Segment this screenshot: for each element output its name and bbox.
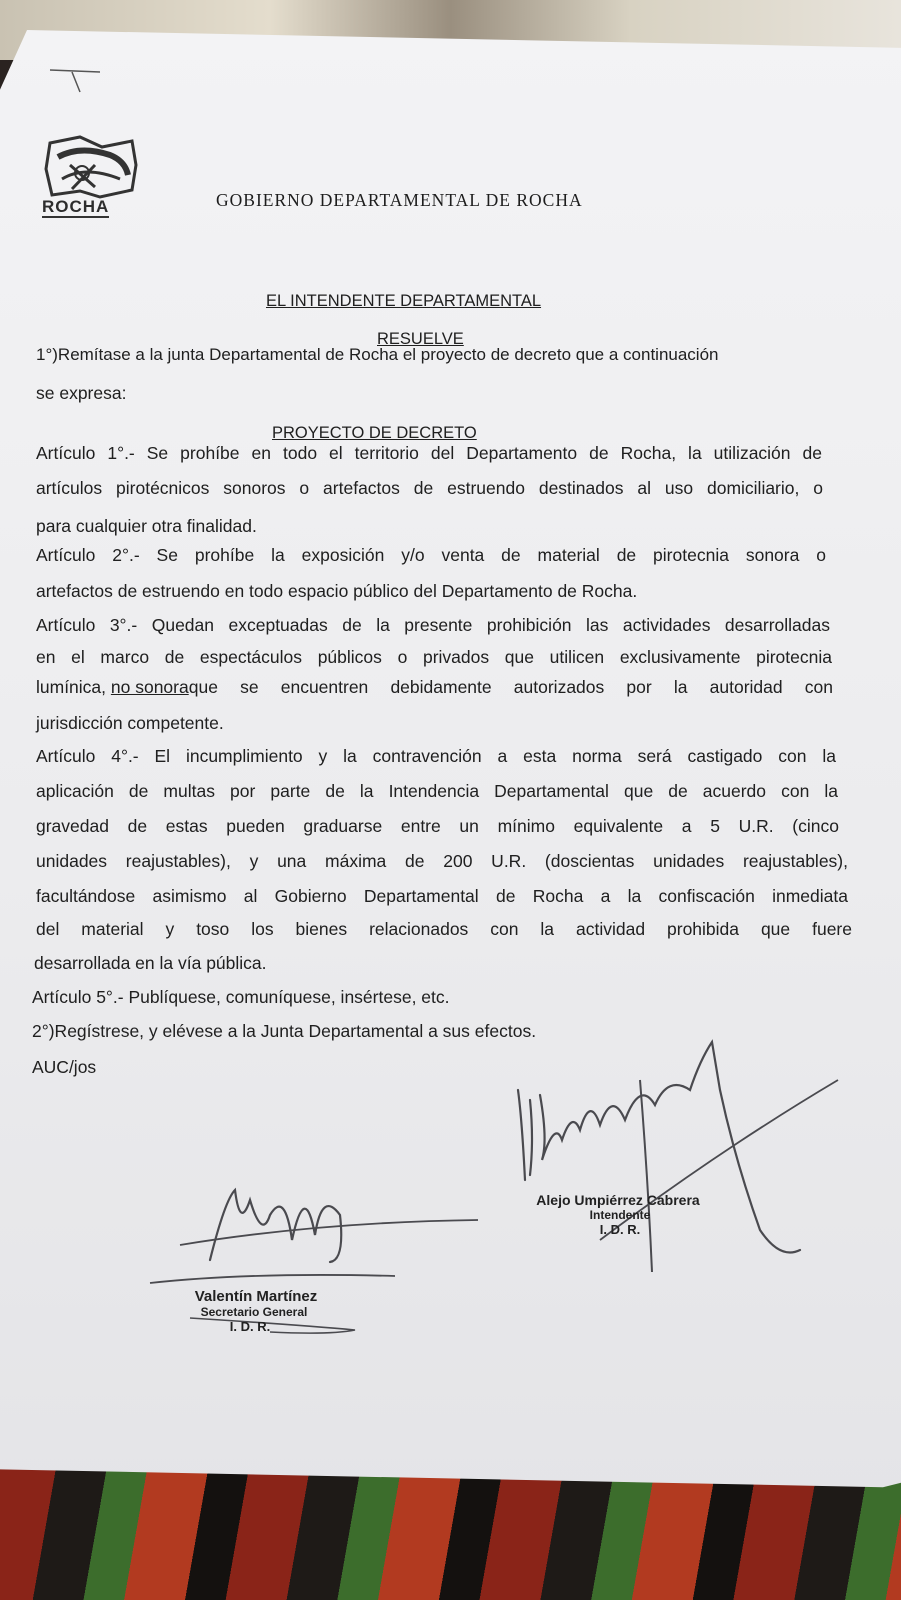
article-3-text-b: que se encuentren debidamente autorizados por la autoridad con [188, 677, 833, 697]
closing-register-line: 2°)Regístrese, y elévese a la Junta Departamental a sus efectos. [32, 1021, 537, 1041]
article-4-line-1: Artículo 4°.- El incumplimiento y la contravención a esta norma será castigado con la [36, 746, 836, 766]
article-3-text-a: lumínica, [36, 677, 111, 697]
signature-secretario-org: I. D. R. [229, 1319, 271, 1334]
heading-project: PROYECTO DE DECRETO [272, 424, 477, 442]
article-3-line-2: en el marco de espectáculos públicos o privados que utilicen exclusivamente pirotecnia [36, 647, 832, 667]
article-4-line-4: unidades reajustables), y una máxima de 200 U.R. (doscientas unidades reajustables), [36, 851, 848, 871]
signature-intendente-name: Alejo Umpiérrez Cabrera [536, 1192, 700, 1208]
article-4-line-6: del material y toso los bienes relacionados con la actividad prohibida que fuere [36, 919, 852, 939]
article-5-line: Artículo 5°.- Publíquese, comuníquese, insértese, etc. [32, 987, 450, 1007]
intro-line-2: se expresa: [36, 383, 127, 403]
logo-wordmark: ROCHA [42, 197, 110, 216]
signature-intendente-org: I. D. R. [599, 1222, 641, 1237]
intro-line-1: 1°)Remítase a la junta Departamental de Rocha el proyecto de decreto que a continuación [36, 345, 719, 364]
article-1-line-2: artículos pirotécnicos sonoros o artefactos de estruendo destinados al uso domiciliario, o [36, 478, 823, 498]
closing-initials: AUC/jos [32, 1057, 97, 1077]
heading-authority: EL INTENDENTE DEPARTAMENTAL [266, 292, 542, 310]
article-1-line-1: Artículo 1°.- Se prohíbe en todo el territorio del Departamento de Rocha, la utilización de [36, 443, 822, 463]
article-2-line-1: Artículo 2°.- Se prohíbe la exposición y/o venta de material de pirotecnia sonora o [36, 545, 826, 565]
article-3-underlined-no-sonora: no sonora [110, 677, 189, 697]
signature-secretario-name: Valentín Martínez [194, 1288, 318, 1305]
heading-resolve: RESUELVE [377, 330, 464, 348]
article-4-line-3: gravedad de estas pueden graduarse entre un mínimo equivalente a 5 U.R. (cinco [36, 816, 839, 836]
signature-secretario-role: Secretario General [200, 1305, 308, 1319]
article-4-line-7: desarrollada en la vía pública. [34, 953, 267, 973]
signature-intendente-role: Intendente [589, 1208, 651, 1222]
article-4-line-2: aplicación de multas por parte de la Intendencia Departamental que de acuerdo con la [36, 781, 838, 801]
letterhead-title: GOBIERNO DEPARTAMENTAL DE ROCHA [216, 190, 583, 210]
article-2-line-2: artefactos de estruendo en todo espacio público del Departamento de Rocha. [36, 581, 638, 601]
article-1-line-3: para cualquier otra finalidad. [36, 516, 257, 536]
article-4-line-5: facultándose asimismo al Gobierno Departamental de Rocha a la confiscación inmediata [36, 886, 848, 906]
article-3-line-4: jurisdicción competente. [36, 713, 224, 733]
article-3-line-1: Artículo 3°.- Quedan exceptuadas de la presente prohibición las actividades desarrolladas [36, 615, 830, 635]
